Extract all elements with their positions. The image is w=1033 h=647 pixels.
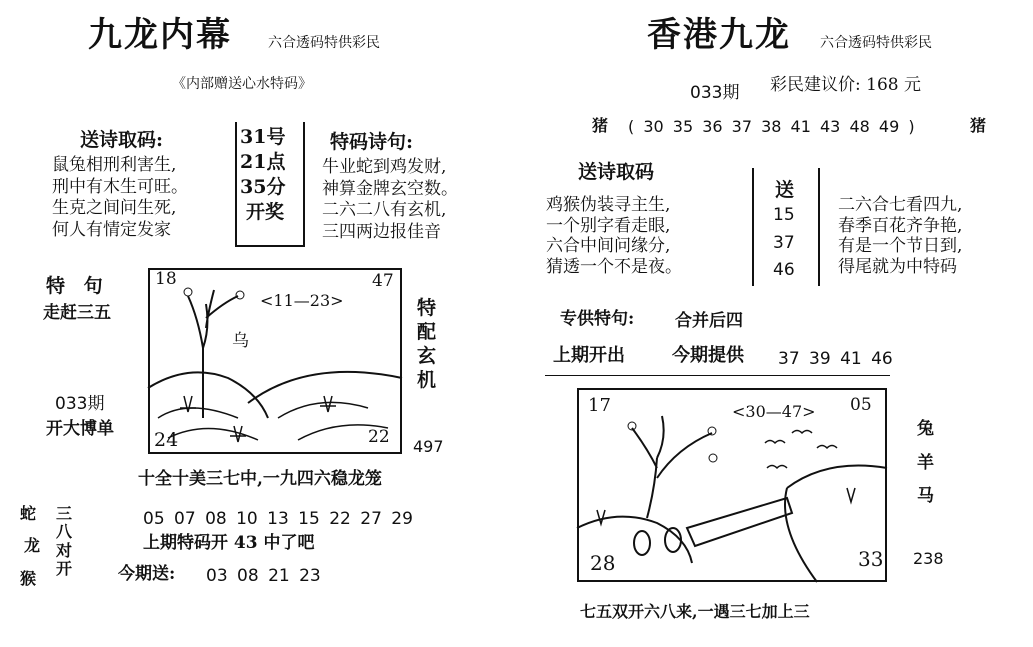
right-send-divider-left	[752, 168, 754, 286]
left-draw-time	[240, 127, 285, 223]
left-pair-char: 开	[56, 559, 73, 579]
right-title: 香港九龙	[647, 15, 791, 55]
right-side-char: 兔	[917, 419, 934, 439]
left-drawing-char: 乌	[232, 331, 249, 351]
left-last-result: 上期特码开 43 中了吧	[143, 533, 315, 553]
right-poem2-line: 春季百花齐争艳,	[838, 215, 963, 236]
left-side-char: 配	[417, 320, 437, 343]
right-drawing-range: <30—47>	[732, 402, 816, 421]
right-poem2-line: 有是一个节日到,	[838, 236, 963, 257]
left-drawing-num-bottom-left: 24	[154, 429, 179, 451]
left-draw-time-line: 31号	[240, 126, 286, 148]
left-side-number: 497	[413, 437, 444, 456]
left-numbers: 05 07 08 10 13 15 22 27 29	[143, 509, 413, 529]
left-special-poem-heading: 特码诗句:	[330, 131, 414, 153]
left-special-poem	[322, 158, 458, 242]
right-drawing-num-bottom-left: 28	[590, 551, 616, 575]
left-zodiac-char: 猴	[20, 568, 37, 588]
right-special-label: 专供特句:	[560, 309, 635, 329]
left-drawing-range: <11—23>	[260, 291, 344, 310]
left-today-numbers: 03 08 21 23	[206, 566, 321, 586]
right-side-char: 马	[917, 486, 934, 507]
right-side-vertical	[917, 420, 934, 507]
left-pair-vertical	[56, 505, 72, 579]
right-send-number: 46	[773, 260, 795, 281]
right-send-number: 37	[773, 232, 795, 253]
right-send-numbers	[773, 206, 795, 281]
left-draw-time-line: 35分	[240, 175, 286, 198]
right-poem	[546, 196, 682, 277]
left-special-poem-line: 三四两边报佳音	[322, 221, 441, 242]
right-tagline: 六合透码特供彩民	[820, 35, 932, 51]
left-special-poem-line: 神算金牌玄空数。	[322, 178, 458, 199]
left-side-char: 特	[417, 297, 437, 319]
right-special-text: 合并后四	[675, 311, 743, 331]
left-poem-line: 刑中有木生可旺。	[52, 176, 188, 197]
right-today-numbers: 37 39 41 46	[778, 349, 893, 369]
right-poem2-line: 二六合七看四九,	[838, 195, 963, 215]
left-zodiac-char: 龙	[24, 536, 41, 556]
right-drawing-num-bottom-right: 33	[858, 547, 884, 571]
left-side-char: 机	[417, 368, 437, 391]
right-poem-line: 猜透一个不是夜。	[546, 256, 682, 277]
right-poem2-line: 得尾就为中特码	[838, 256, 957, 277]
left-zodiac-vertical	[20, 505, 40, 588]
left-draw-time-line: 21点	[240, 150, 286, 173]
left-poem	[52, 156, 188, 240]
left-poem-line: 生克之间问生死,	[52, 198, 177, 219]
right-poem-line: 鸡猴伪装寻主生,	[546, 195, 671, 215]
right-send-label: 送	[775, 179, 795, 201]
right-today-label: 今期提供	[672, 345, 744, 366]
left-poem-line: 鼠兔相刑利害生,	[52, 155, 177, 175]
left-poem-line: 何人有情定发家	[52, 219, 171, 240]
left-pair-char: 对	[56, 540, 73, 560]
right-poem2	[838, 196, 962, 277]
left-drawing-num-top-right: 47	[372, 271, 394, 291]
right-poem-line: 六合中间问缘分,	[546, 236, 671, 257]
left-side-char: 玄	[417, 344, 437, 367]
left-period-note: 开大博单	[46, 419, 114, 439]
left-period: 033期	[55, 394, 105, 414]
right-poem-line: 一个别字看走眼,	[546, 215, 671, 236]
left-side-vertical	[417, 298, 436, 391]
left-poem-heading: 送诗取码:	[80, 129, 164, 151]
right-drawing-num-top-left: 17	[588, 395, 611, 416]
left-today-label: 今期送:	[118, 564, 176, 584]
right-period: 033期	[690, 83, 740, 103]
right-divider	[545, 375, 890, 376]
right-side-number: 238	[913, 549, 944, 568]
left-drawing-num-bottom-right: 22	[368, 427, 390, 447]
left-tagline: 六合透码特供彩民	[268, 35, 380, 51]
right-caption: 七五双开六八来,一遇三七加上三	[580, 602, 810, 621]
right-price: 彩民建议价: 168 元	[770, 75, 921, 95]
right-last-label: 上期开出	[553, 345, 625, 366]
right-send-divider-right	[818, 168, 820, 286]
left-subtitle: 《内部赠送心水特码》	[172, 76, 312, 92]
right-drawing-num-top-right: 05	[850, 395, 872, 415]
left-pair-char: 三	[56, 504, 73, 523]
left-special-poem-line: 牛业蛇到鸡发财,	[322, 157, 447, 177]
right-pig-right: 猪	[970, 116, 987, 135]
right-send-number: 15	[773, 205, 795, 225]
right-pig-numbers: ( 30 35 36 37 38 41 43 48 49 )	[628, 117, 915, 136]
left-caption: 十全十美三七中,一九四六稳龙笼	[138, 469, 382, 489]
left-te-ju-label: 特 句	[46, 275, 109, 297]
left-zodiac-char: 蛇	[20, 504, 37, 523]
left-special-poem-line: 二六二八有玄机,	[322, 200, 447, 221]
left-drawing-num-top-left: 18	[155, 269, 177, 289]
right-pig-left: 猪	[592, 116, 609, 135]
right-side-char: 羊	[917, 452, 934, 473]
left-te-ju-text: 走赶三五	[43, 303, 111, 323]
right-poem-heading: 送诗取码	[578, 161, 655, 183]
left-title: 九龙内幕	[88, 15, 232, 55]
left-draw-time-line: 开奖	[246, 200, 285, 223]
left-pair-char: 八	[56, 522, 73, 542]
